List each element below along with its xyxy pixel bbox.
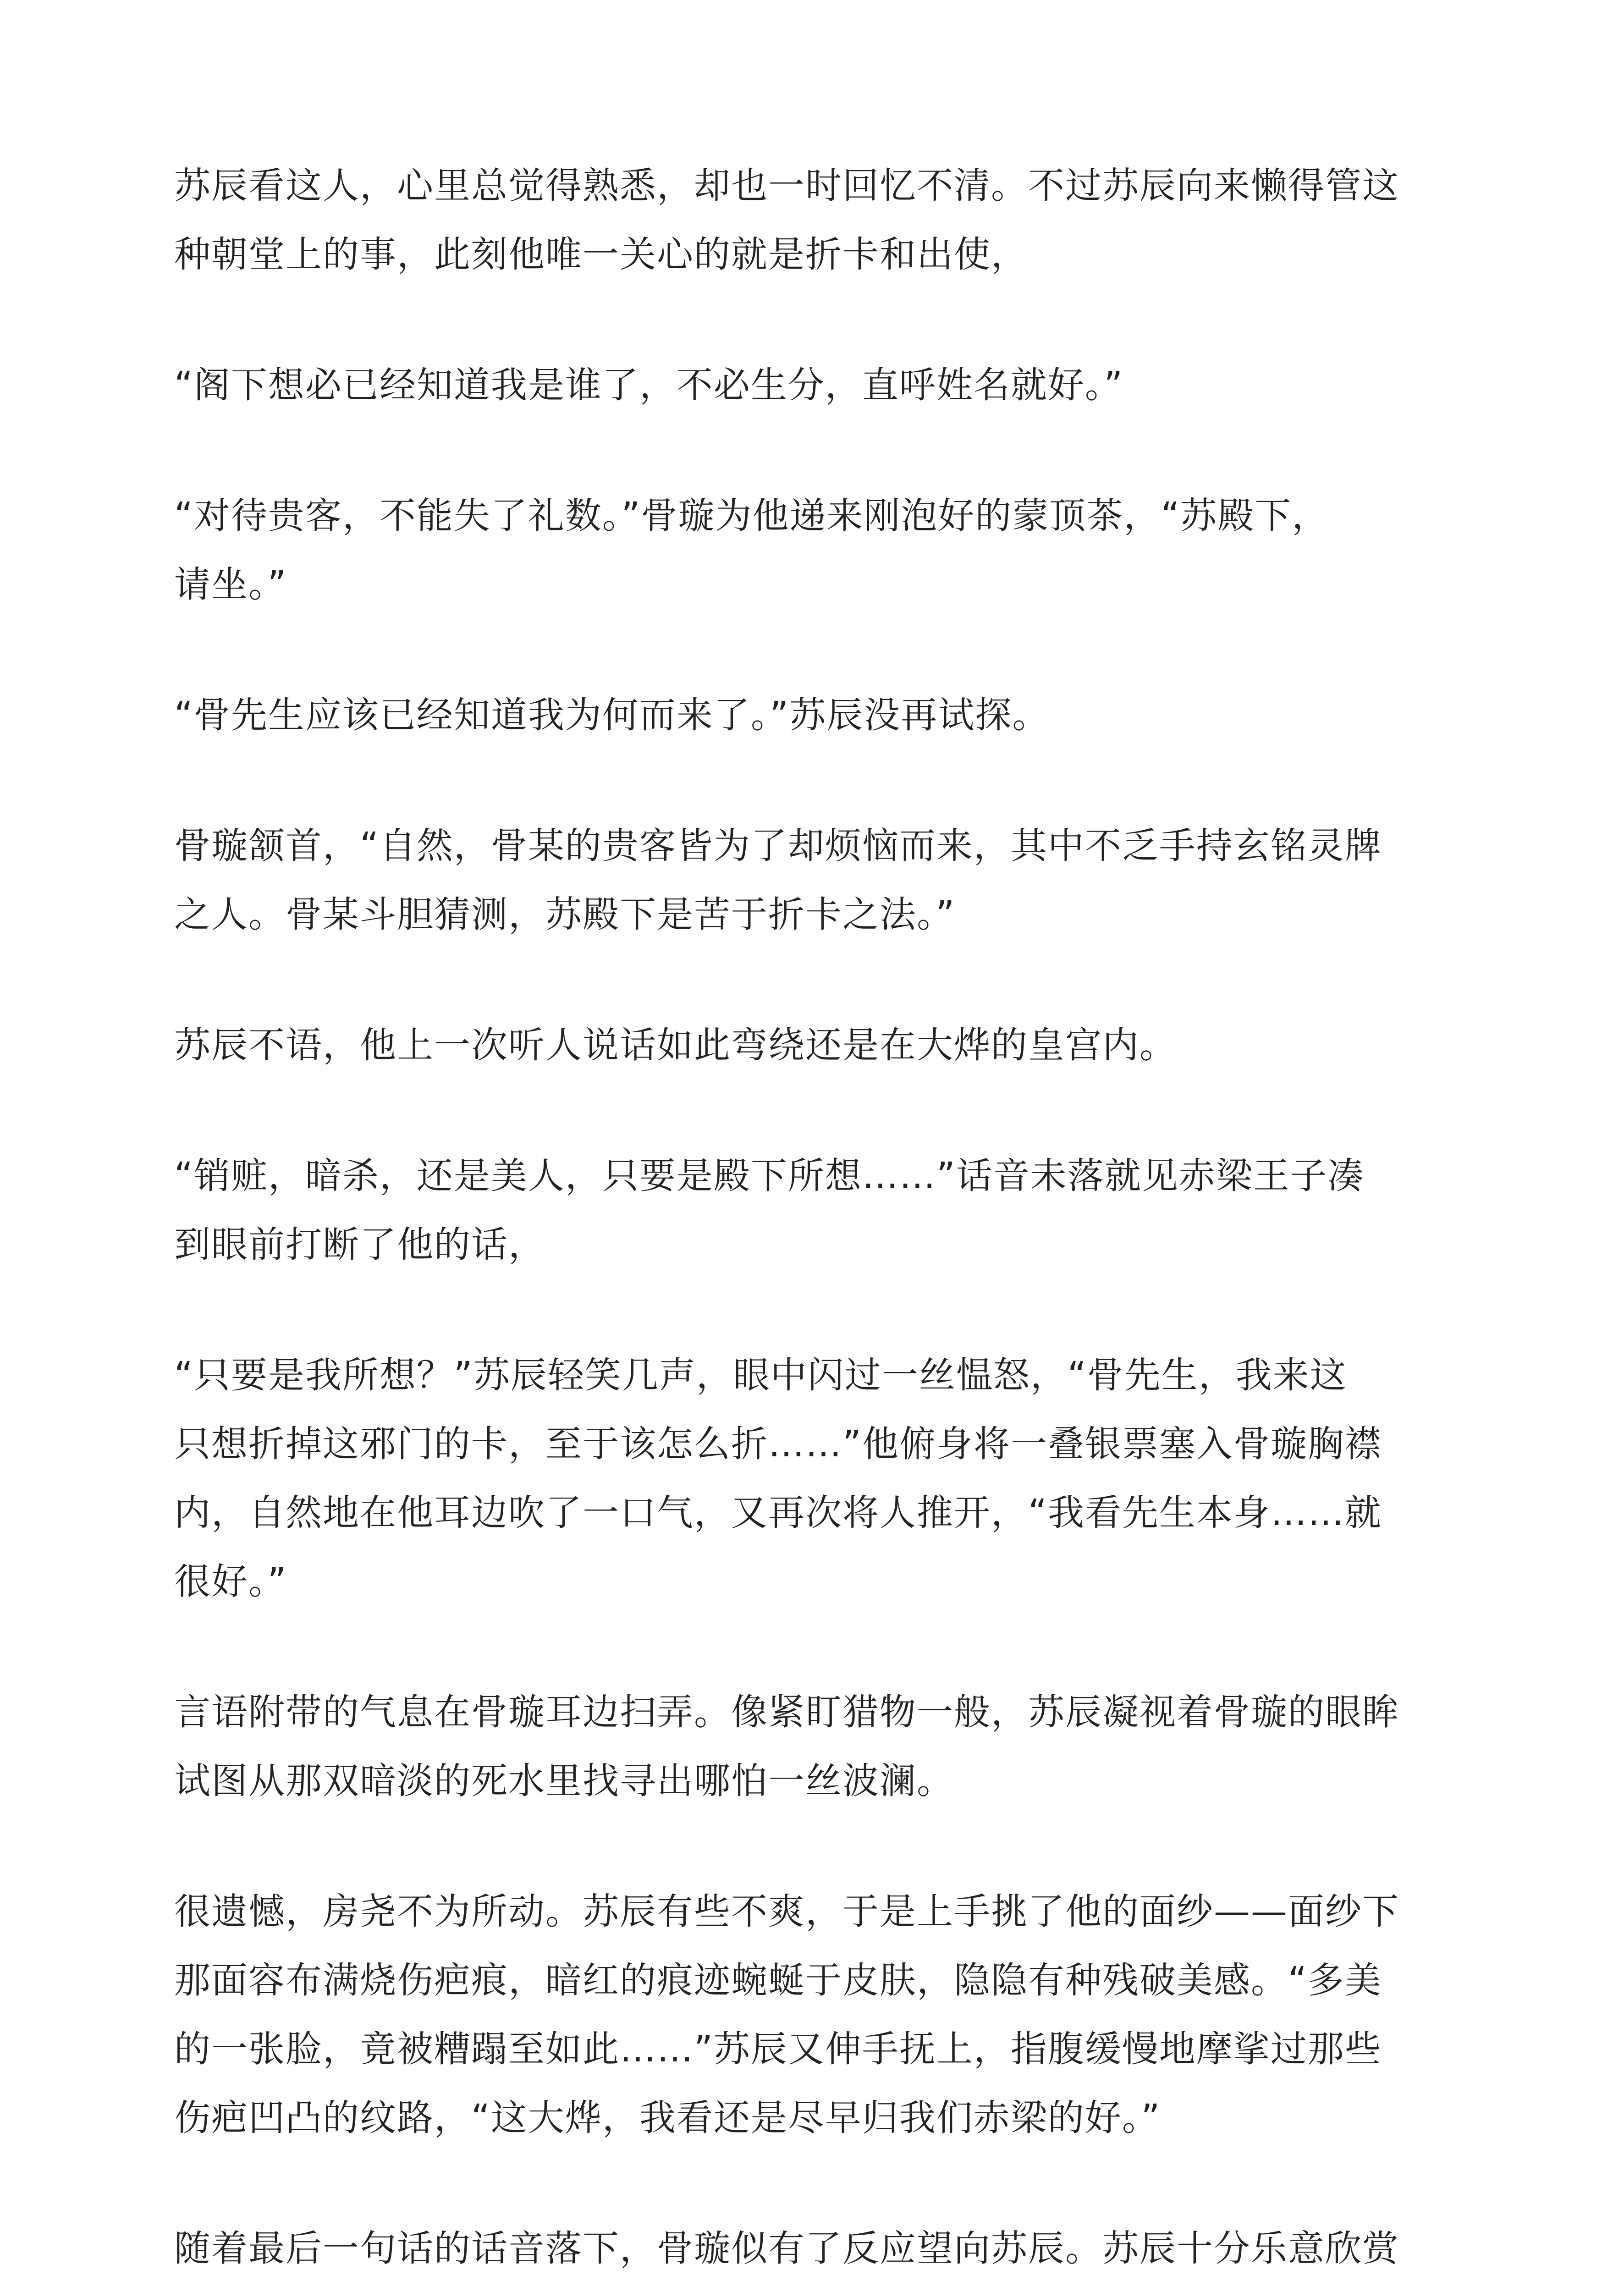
paragraph <box>174 481 1476 619</box>
text-line <box>174 2283 1476 2292</box>
paragraph <box>174 1877 1476 2152</box>
text-line: 试图从那双暗淡的死水里找寻出哪怕一丝波澜。 <box>174 1760 954 1802</box>
text-line: 随着最后一句话的话音落下，骨璇似有了反应望向苏辰。苏辰十分乐意欣赏 <box>174 2227 1399 2270</box>
paragraph <box>174 811 1476 949</box>
text-line: 请坐。” <box>174 563 287 606</box>
text-line: 言语附带的气息在骨璇耳边扫弄。像紧盯猎物一般，苏辰凝视着骨璇的眼眸 <box>174 1691 1399 1733</box>
text-line: 苏辰不语，他上一次听人说话如此弯绕还是在大烨的皇宫内。 <box>174 1024 1177 1066</box>
paragraph <box>174 681 1476 749</box>
text-line: 很遗憾，房尧不为所动。苏辰有些不爽，于是上手挑了他的面纱——面纱下 <box>174 1890 1399 1933</box>
text-line: “只要是我所想？”苏辰轻笑几声，眼中闪过一丝愠怒，“骨先生，我来这 <box>174 1354 1347 1396</box>
text-line: “销赃，暗杀，还是美人，只要是殿下所想……”话音未落就见赤梁王子凑 <box>174 1155 1365 1197</box>
text-line: 的一张脸，竟被糟蹋至如此……”苏辰又伸手抚上，指腹缓慢地摩挲过那些 <box>174 2028 1382 2070</box>
paragraph <box>174 2214 1476 2292</box>
text-line: “阁下想必已经知道我是谁了，不必生分，直呼姓名就好。” <box>174 364 1124 406</box>
text-line: 骨璇颔首，“自然，骨某的贵客皆为了却烦恼而来，其中不乏手持玄铭灵牌 <box>174 825 1382 867</box>
text-line: 种朝堂上的事，此刻他唯一关心的就是折卡和出使， <box>174 233 1028 275</box>
text-line: 只想折掉这邪门的卡，至于该怎么折……”他俯身将一叠银票塞入骨璇胸襟 <box>174 1423 1382 1465</box>
text-line: “对待贵客，不能失了礼数。”骨璇为他递来刚泡好的蒙顶茶，“苏殿下， <box>174 495 1329 537</box>
text-line: 内，自然地在他耳边吹了一口气，又再次将人推开，“我看先生本身……就 <box>174 1492 1382 1534</box>
text-line: 苏辰看这人，心里总觉得熟悉，却也一时回忆不清。不过苏辰向来懒得管这 <box>174 165 1399 207</box>
paragraph <box>174 1341 1476 1616</box>
paragraph <box>174 151 1476 289</box>
paragraph <box>174 1011 1476 1080</box>
text-line: “骨先生应该已经知道我为何而来了。”苏辰没再试探。 <box>174 694 1050 736</box>
text-line: 到眼前打断了他的话， <box>174 1223 545 1266</box>
text-line: 之人。骨某斗胆猜测，苏殿下是苦于折卡之法。” <box>174 893 956 936</box>
paragraph <box>174 1678 1476 1815</box>
text-line: 那面容布满烧伤疤痕，暗红的痕迹蜿蜒于皮肤，隐隐有种残破美感。“多美 <box>174 1959 1382 2001</box>
text-line: 很好。” <box>174 1560 287 1603</box>
paragraph <box>174 351 1476 419</box>
text-line: 伤疤凹凸的纹路，“这大烨，我看还是尽早归我们赤梁的好。” <box>174 2097 1161 2139</box>
paragraph <box>174 1141 1476 1279</box>
